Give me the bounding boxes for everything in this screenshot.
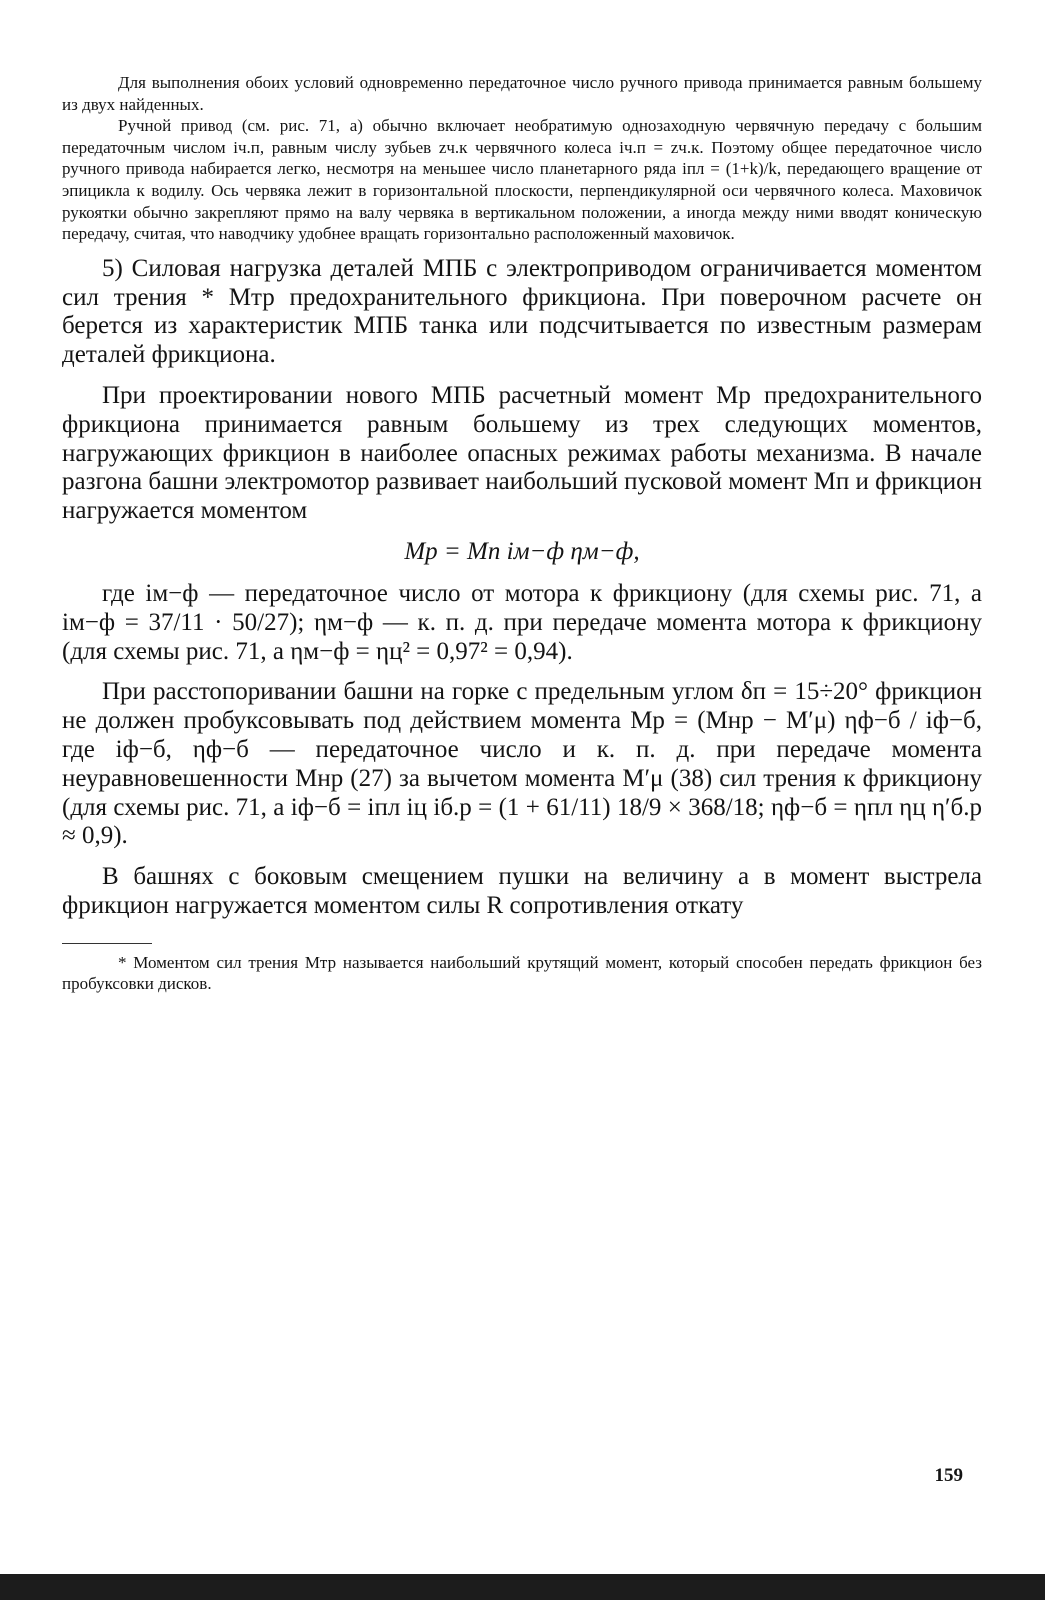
paragraph: Ручной привод (см. рис. 71, а) обычно включает необратимую однозаходную червячную передачу с большим передаточным числом iч.п, равным числу зубьев zч.к червячного колеса iч.п = zч.к. Поэтому общее передаточное число ручного привода набирается легко, несмотря на меньшее число планетарного ряда iпл = (1+k)/k, передающего вращение от эпицикла к водилу. Ось червяка лежит в горизонтальной плоскости, перпендикулярной оси червячного колеса. Маховичок рукоятки обычно закрепляют прямо на валу червяка в вертикальном положении, а иногда между ними вводят коническую передачу, считая, что наводчику удобнее вращать горизонтально расположенный маховичок.: [62, 116, 982, 244]
footnote-divider: [62, 943, 152, 944]
page-body: [62, 72, 982, 994]
paragraph: где iм−ф — передаточное число от мотора к фрикциону (для схемы рис. 71, а iм−ф = 37/11 · 50/27); ηм−ф — к. п. д. при передаче момента мотора к фрикциону (для схемы рис. 71, а ηм−ф = ηц² = 0,97² = 0,94).: [62, 579, 982, 665]
paragraph: 5) Силовая нагрузка деталей МПБ с электроприводом ограничивается моментом сил трения * Мтр предохранительного фрикциона. При поверочном расчете он берется из характеристик МПБ танка или подсчитывается по известным размерам деталей фрикциона.: [62, 254, 982, 369]
paragraph: При проектировании нового МПБ расчетный момент Мр предохранительного фрикциона принимается равным большему из трех следующих моментов, нагружающих фрикцион в наиболее опасных режимах работы механизма. В начале разгона башни электромотор развивает наибольший пусковой момент Мп и фрикцион нагружается моментом: [62, 381, 982, 525]
formula: Мр = Мп iм−ф ηм−ф,: [404, 537, 640, 565]
page-number: 159: [934, 1465, 963, 1486]
main-text-block: [62, 255, 982, 921]
paragraph: Для выполнения обоих условий одновременно передаточное число ручного привода принимается равным большему из двух найденных.: [62, 73, 982, 114]
paragraph: В башнях с боковым смещением пушки на величину а в момент выстрела фрикцион нагружается моментом силы R сопротивления откату: [62, 863, 982, 919]
footnote: * Моментом сил трения Мтр называется наибольший крутящий момент, который способен передать фрикцион без пробуксовки дисков.: [62, 952, 982, 993]
scan-edge-band: [0, 1574, 1045, 1600]
small-text-block: [62, 72, 982, 245]
paragraph: При расстопоривании башни на горке с предельным углом δп = 15÷20° фрикцион не должен пробуксовывать под действием момента Мр = (Мнр − М′μ) ηф−б / iф−б, где iф−б, ηф−б — передаточное число и к. п. д. при передаче момента неуравновешенности Мнр (27) за вычетом момента М′μ (38) сил трения к фрикциону (для схемы рис. 71, а iф−б = iпл iц iб.р = (1 + 61/11) 18/9 × 368/18; ηф−б = ηпл ηц η′б.р ≈ 0,9).: [62, 678, 982, 850]
